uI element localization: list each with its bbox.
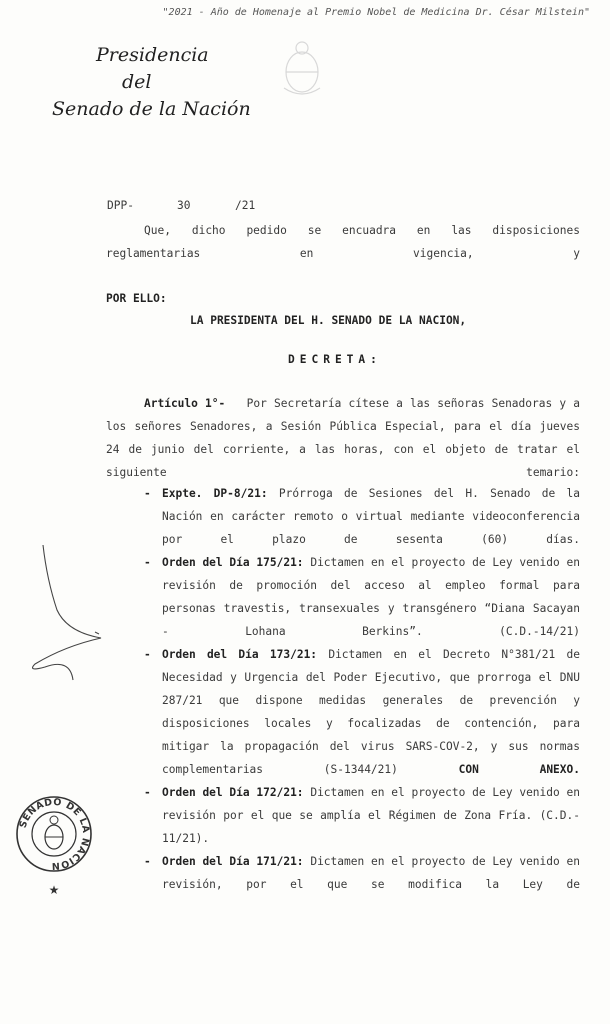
- agenda-item-text: Dictamen en el Decreto N°381/21 de Necesidad y Urgencia del Poder Ejecutivo, que prorroga el DNU 287/21 que dispone medidas generales de prevención y disposiciones locales y focalizadas de contención, para mitigar la propagación del virus SARS-COV-2, y sus normas complementarias (S-1344/21): [162, 648, 580, 776]
- articulo-1: [106, 392, 580, 484]
- presidenta-heading: LA PRESIDENTA DEL H. SENADO DE LA NACION,: [190, 314, 467, 327]
- paragraph-considerando: Que, dicho pedido se encuadra en las disposiciones reglamentarias en vigencia, y: [106, 224, 580, 260]
- agenda-item: - Orden del Día 172/21: Dictamen en el proyecto de Ley venido en revisión por el que se amplía el Régimen de Zona Fría. (C.D.- 11/21).: [144, 786, 580, 845]
- document-reference: [107, 194, 255, 217]
- reference-number: 30: [177, 199, 191, 212]
- senate-seal-icon: [15, 782, 93, 897]
- articulo-text: Por Secretaría cítese a las señoras Senadoras y a los señores Senadores, a Sesión Pública Especial, para el día jueves 24 de junio del corriente, a las horas, con el objeto de tratar el siguiente temario:: [106, 397, 580, 479]
- reference-prefix: DPP-: [107, 199, 134, 212]
- header-motto: "2021 - Año de Homenaje al Premio Nobel de Medicina Dr. César Milstein": [162, 7, 590, 18]
- agenda-item-label: Expte. DP-8/21:: [162, 487, 268, 500]
- seal-text: SENADO DE LA NACION: [17, 796, 92, 872]
- articulo-label: Artículo 1°-: [144, 397, 226, 410]
- agenda-item-suffix: CON ANEXO.: [458, 763, 580, 776]
- agenda-item: - Orden del Día 173/21: Dictamen en el Decreto N°381/21 de Necesidad y Urgencia del Poder Ejecutivo, que prorroga el DNU 287/21 que dispone medidas generales de prevención y disposiciones locales y focalizadas de contención, para mitigar la propagación del virus SARS-COV-2, y sus normas complementarias (S-1344/21) CON ANEXO.: [144, 648, 580, 776]
- watermark-emblem-icon: [278, 36, 326, 102]
- agenda-item-label: Orden del Día 173/21:: [162, 648, 318, 661]
- agenda-item-label: Orden del Día 171/21:: [162, 855, 304, 868]
- agenda-item-label: Orden del Día 172/21:: [162, 786, 304, 799]
- agenda-item-text: Dictamen en el proyecto de Ley venido en revisión por el que se amplía el Régimen de Zona Fría. (C.D.- 11/21).: [162, 786, 580, 845]
- agenda-item-text: Dictamen en el proyecto de Ley venido en revisión de promoción del acceso al empleo formal para personas travestis, transexuales y transgénero “Diana Sacayan - Lohana Berkins”. (C.D.-14/21): [162, 556, 580, 638]
- agenda-item-label: Orden del Día 175/21:: [162, 556, 304, 569]
- signature-icon: [15, 540, 105, 690]
- agenda-item: - Expte. DP-8/21: Prórroga de Sesiones del H. Senado de la Nación en carácter remoto o virtual mediante videoconferencia por el plazo de sesenta (60) días.: [144, 487, 580, 546]
- letterhead-line-1: Presidencia: [96, 44, 209, 66]
- reference-year: /21: [235, 199, 256, 212]
- agenda-item: - Orden del Día 171/21: Dictamen en el proyecto de Ley venido en revisión, por el que se modifica la Ley de: [144, 855, 580, 891]
- agenda-item-text: Prórroga de Sesiones del H. Senado de la Nación en carácter remoto o virtual mediante videoconferencia por el plazo de sesenta (60) días.: [162, 487, 580, 546]
- letterhead-line-3: Senado de la Nación: [52, 98, 251, 120]
- letterhead: [40, 42, 251, 123]
- agenda-item: - Orden del Día 175/21: Dictamen en el proyecto de Ley venido en revisión de promoción del acceso al empleo formal para personas travestis, transexuales y transgénero “Diana Sacayan - Lohana Berkins”. (C.D.-14/21): [144, 556, 580, 638]
- decreta-heading: DECRETA:: [288, 353, 382, 366]
- agenda-list: [144, 482, 580, 896]
- letterhead-line-2: del: [122, 71, 152, 93]
- svg-text:★: ★: [48, 883, 60, 897]
- agenda-item-text: Dictamen en el proyecto de Ley venido en revisión, por el que se modifica la Ley de: [162, 855, 580, 891]
- por-ello-heading: POR ELLO:: [106, 292, 167, 305]
